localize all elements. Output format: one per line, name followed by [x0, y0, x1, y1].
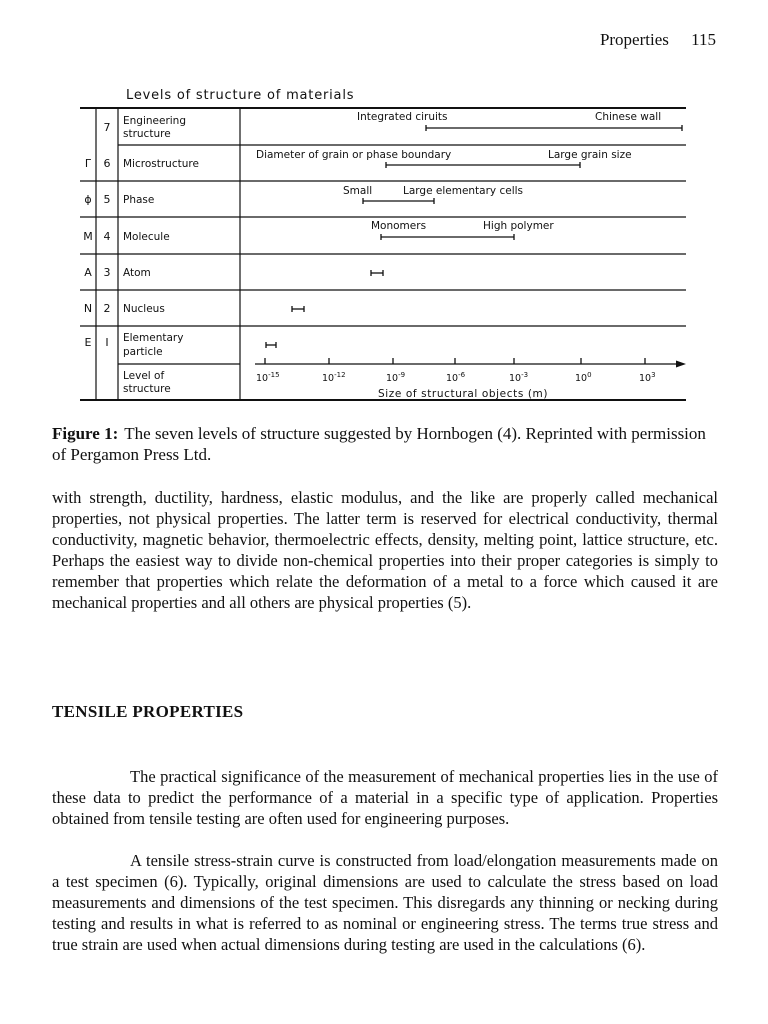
row-4-symbol: M	[83, 230, 93, 243]
range-bar-nucleus	[292, 306, 304, 312]
row-1-level: I	[105, 336, 109, 349]
section-heading: TENSILE PROPERTIES	[52, 702, 244, 721]
range-bar-phase	[363, 198, 434, 204]
annotation-small: Small	[343, 185, 373, 197]
tick-label: $10^{-6}$	[446, 371, 466, 384]
structure-levels-figure	[0, 0, 768, 410]
range-bar-elementary-particle	[266, 342, 276, 348]
size-axis	[255, 358, 686, 400]
tick-label: $10^{-3}$	[509, 371, 529, 384]
row-1-name-line-2: particle	[123, 346, 163, 358]
annotation-high-polymer: High polymer	[483, 220, 554, 232]
figure-caption-label: Figure 1:	[52, 424, 119, 443]
row-5-symbol: ϕ	[84, 193, 92, 206]
annotation-large-grain-size: Large grain size	[548, 149, 632, 161]
annotation-large-elementary-cells: Large elementary cells	[403, 185, 524, 197]
body-paragraph: with strength, ductility, hardness, elastic modulus, and the like are properly called mechanical properties, not physical properties. The latter term is reserved for electrical conductivity, thermal conductivity, magnetic behavior, thermoelectric effects, density, melting point, lattice structure, etc. Perhaps the easiest way to divide non-chemical properties into their proper categories is simply to remember that properties which relate the deformation of a metal to a force which caused it are mechanical properties and all others are physical properties (5).	[52, 488, 718, 612]
row-4-name: Molecule	[123, 231, 170, 243]
range-bar-engineering	[426, 125, 682, 131]
figure-caption	[52, 423, 718, 465]
axis-label: Size of structural objects (m)	[378, 388, 549, 400]
row-2-level: 2	[103, 302, 111, 315]
row-2-symbol: N	[83, 302, 93, 315]
annotation-chinese-wall: Chinese wall	[595, 111, 662, 123]
footer-label-line-1: Level of	[123, 370, 165, 382]
row-3-name: Atom	[123, 267, 151, 279]
row-7-name-line-2: structure	[123, 128, 171, 140]
range-bar-microstructure	[386, 162, 580, 168]
row-7-level: 7	[103, 121, 111, 134]
body-paragraph: A tensile stress-strain curve is constructed from load/elongation measurements made on a test specimen (6). Typically, original dimensions are used to calculate the stress based on load measurements and dimensions of the test specimen. This disregards any thinning or necking during testing and results in what is referred to as nominal or engineering stress. The terms true stress and true strain are used when actual dimensions during testing are used in the calculations (6).	[52, 851, 718, 954]
axis-arrow-icon	[676, 361, 686, 368]
row-4-level: 4	[103, 230, 111, 243]
row-1-symbol: E	[84, 336, 92, 349]
row-2-name: Nucleus	[123, 303, 165, 315]
tick-label: $10^{-12}$	[322, 371, 346, 384]
row-6-symbol: Γ	[84, 157, 92, 170]
tick-label: $10^{-9}$	[386, 371, 406, 384]
row-6-name: Microstructure	[123, 158, 199, 170]
range-bar-atom	[371, 270, 383, 276]
tick-label: $10^{-15}$	[256, 371, 280, 384]
running-header-section: Properties	[599, 30, 669, 49]
range-bar-molecule	[381, 234, 514, 240]
body-paragraph: The practical significance of the measurement of mechanical properties lies in the use of these data to predict the performance of a material in a specific type of application. Properties obtained from tensile testing are often used for engineering purposes.	[52, 767, 718, 828]
tick-label: $10^0$	[575, 371, 592, 384]
row-7-name-line-1: Engineering	[123, 115, 186, 127]
figure-caption-text: The seven levels of structure suggested by Hornbogen (4). Reprinted with permission of Pergamon Press Ltd.	[52, 424, 706, 464]
row-3-symbol: A	[84, 266, 92, 279]
annotation-integrated-circuits: Integrated ciruits	[357, 111, 448, 123]
row-5-level: 5	[103, 193, 111, 206]
annotation-monomers: Monomers	[371, 220, 427, 232]
row-5-name: Phase	[123, 194, 155, 206]
row-6-level: 6	[103, 157, 111, 170]
tick-label: $10^3$	[639, 371, 656, 384]
row-1-name-line-1: Elementary	[123, 332, 184, 344]
annotation-grain-diameter: Diameter of grain or phase boundary	[256, 149, 452, 161]
footer-label-line-2: structure	[123, 383, 171, 395]
figure-title: Levels of structure of materials	[126, 88, 355, 103]
page-number: 115	[691, 30, 716, 49]
row-3-level: 3	[103, 266, 111, 279]
